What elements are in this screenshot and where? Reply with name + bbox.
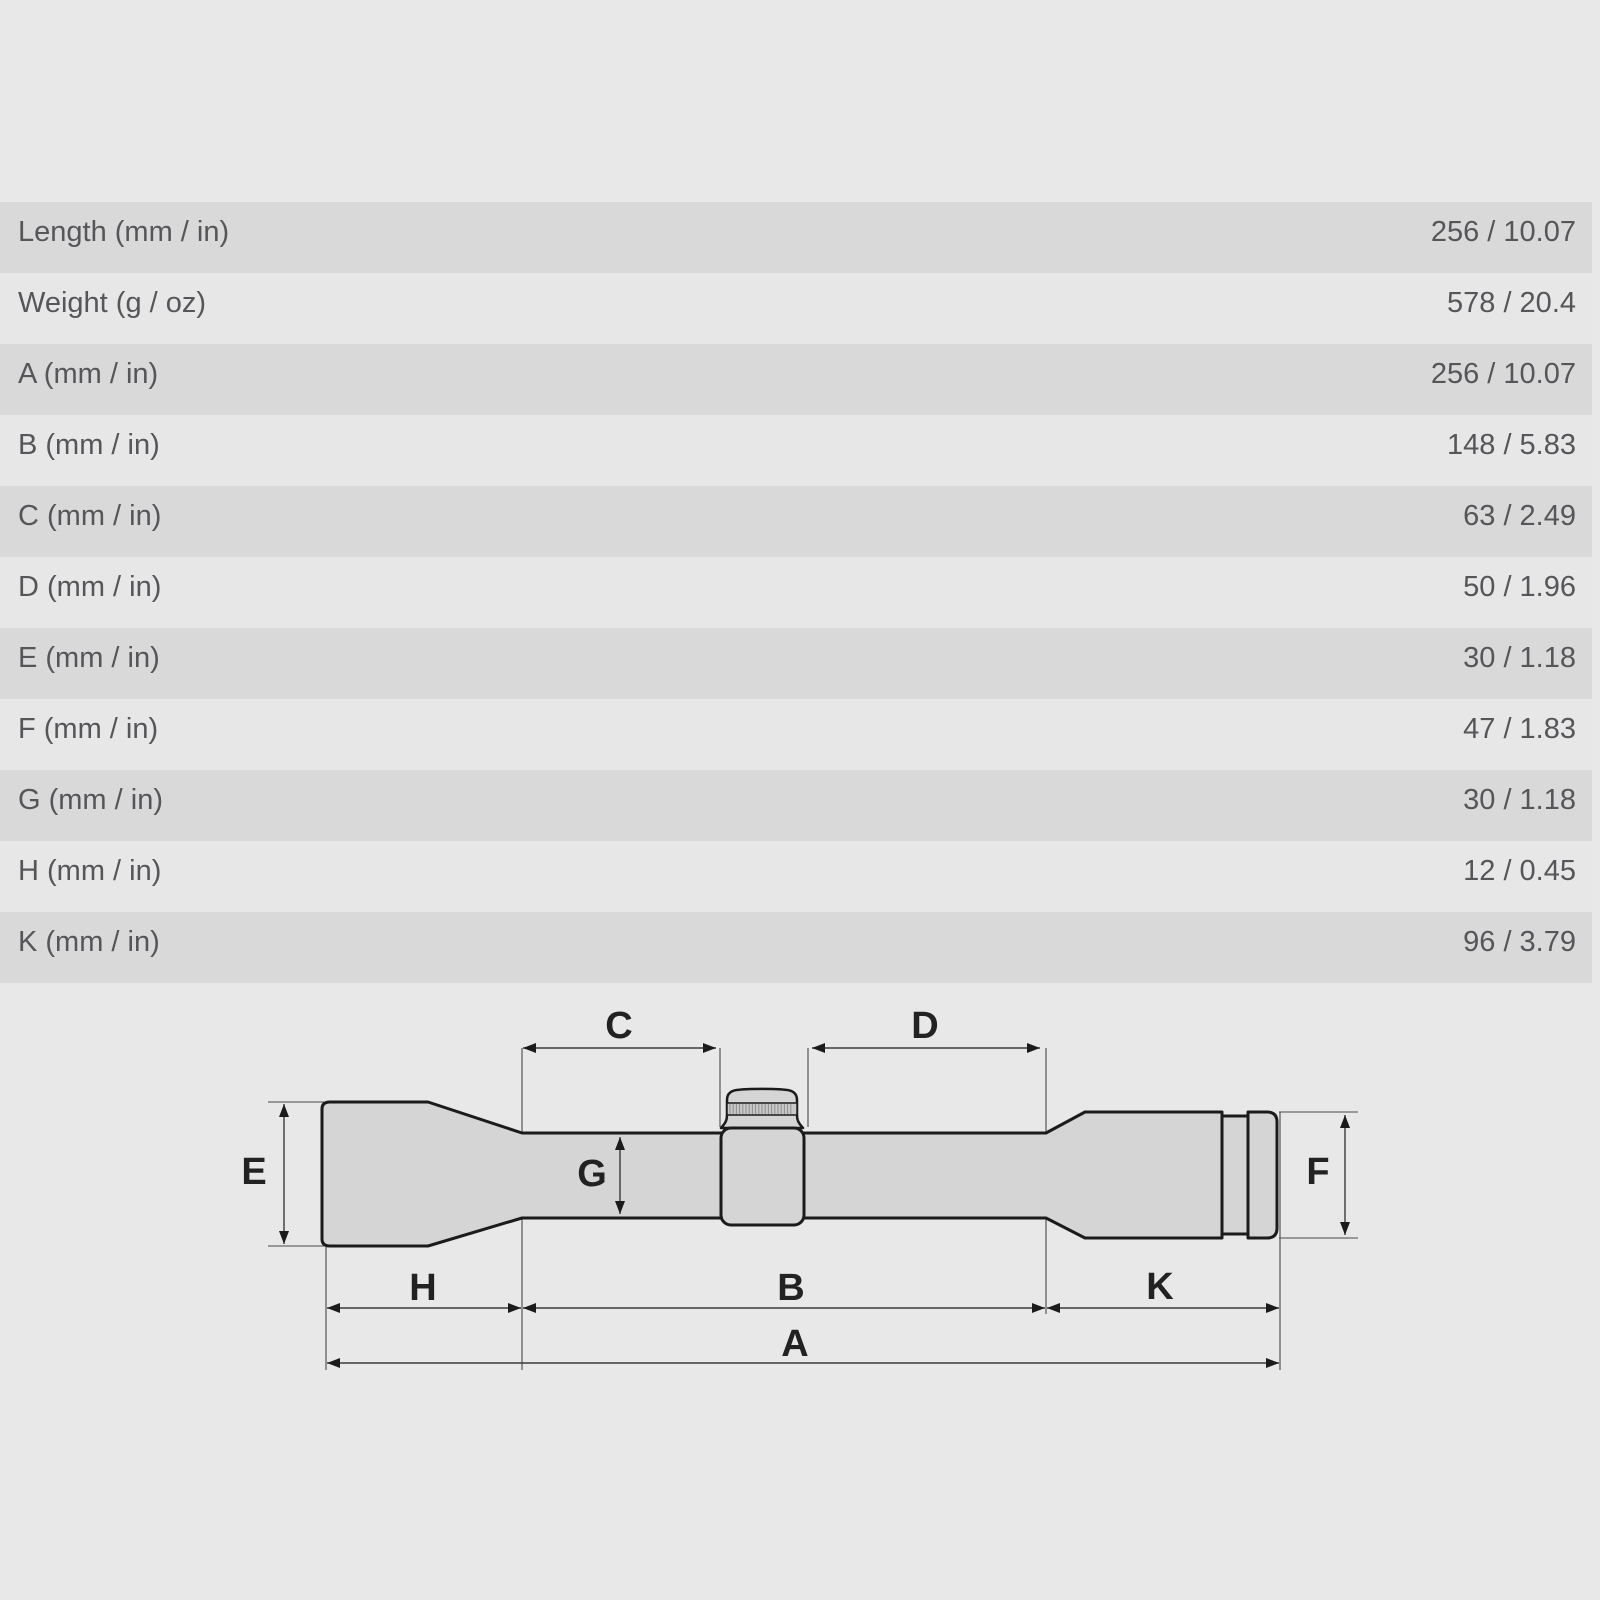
dimension-label-C: C (605, 1005, 633, 1047)
spec-value: 96 / 3.79 (1463, 926, 1576, 958)
spec-row (0, 770, 1592, 841)
spec-row (0, 486, 1592, 557)
spec-label: G (mm / in) (18, 784, 163, 816)
eyepiece-groove (1222, 1116, 1248, 1234)
dimension-label-E: E (241, 1151, 267, 1193)
scope-body (322, 1089, 1277, 1246)
eyepiece-end-ring (1248, 1112, 1277, 1238)
spec-label: C (mm / in) (18, 500, 162, 532)
spec-label: Weight (g / oz) (18, 287, 207, 319)
spec-label: K (mm / in) (18, 926, 160, 958)
spec-value: 12 / 0.45 (1463, 855, 1576, 887)
spec-table (0, 202, 1592, 983)
scope-diagram-svg (0, 950, 1600, 1420)
spec-value: 148 / 5.83 (1447, 429, 1576, 461)
spec-row (0, 344, 1592, 415)
dimension-label-G: G (577, 1153, 607, 1195)
spec-value: 30 / 1.18 (1463, 784, 1576, 816)
spec-row (0, 628, 1592, 699)
spec-row (0, 841, 1592, 912)
dimension-label-K: K (1146, 1266, 1174, 1308)
eyepiece-body (800, 1112, 1222, 1238)
spec-value: 578 / 20.4 (1447, 287, 1576, 319)
spec-label: A (mm / in) (18, 358, 159, 390)
scope-dimension-diagram (0, 950, 1600, 1420)
spec-row (0, 557, 1592, 628)
spec-label: D (mm / in) (18, 571, 162, 603)
dimension-label-H: H (409, 1267, 437, 1309)
spec-row (0, 699, 1592, 770)
spec-value: 47 / 1.83 (1463, 713, 1576, 745)
spec-value: 30 / 1.18 (1463, 642, 1576, 674)
spec-row (0, 415, 1592, 486)
spec-value: 63 / 2.49 (1463, 500, 1576, 532)
dimension-label-B: B (777, 1267, 805, 1309)
spec-value: 256 / 10.07 (1430, 358, 1576, 390)
spec-label: E (mm / in) (18, 642, 160, 674)
spec-row (0, 202, 1592, 273)
spec-label: B (mm / in) (18, 429, 160, 461)
spec-label: H (mm / in) (18, 855, 162, 887)
dimension-label-F: F (1306, 1151, 1330, 1193)
spec-label: Length (mm / in) (18, 216, 230, 248)
spec-label: F (mm / in) (18, 713, 159, 745)
dimension-label-A: A (781, 1323, 809, 1365)
spec-value: 256 / 10.07 (1430, 216, 1576, 248)
spec-value: 50 / 1.96 (1463, 571, 1576, 603)
dimension-label-D: D (911, 1005, 939, 1047)
turret-saddle (721, 1128, 804, 1225)
spec-row (0, 273, 1592, 344)
